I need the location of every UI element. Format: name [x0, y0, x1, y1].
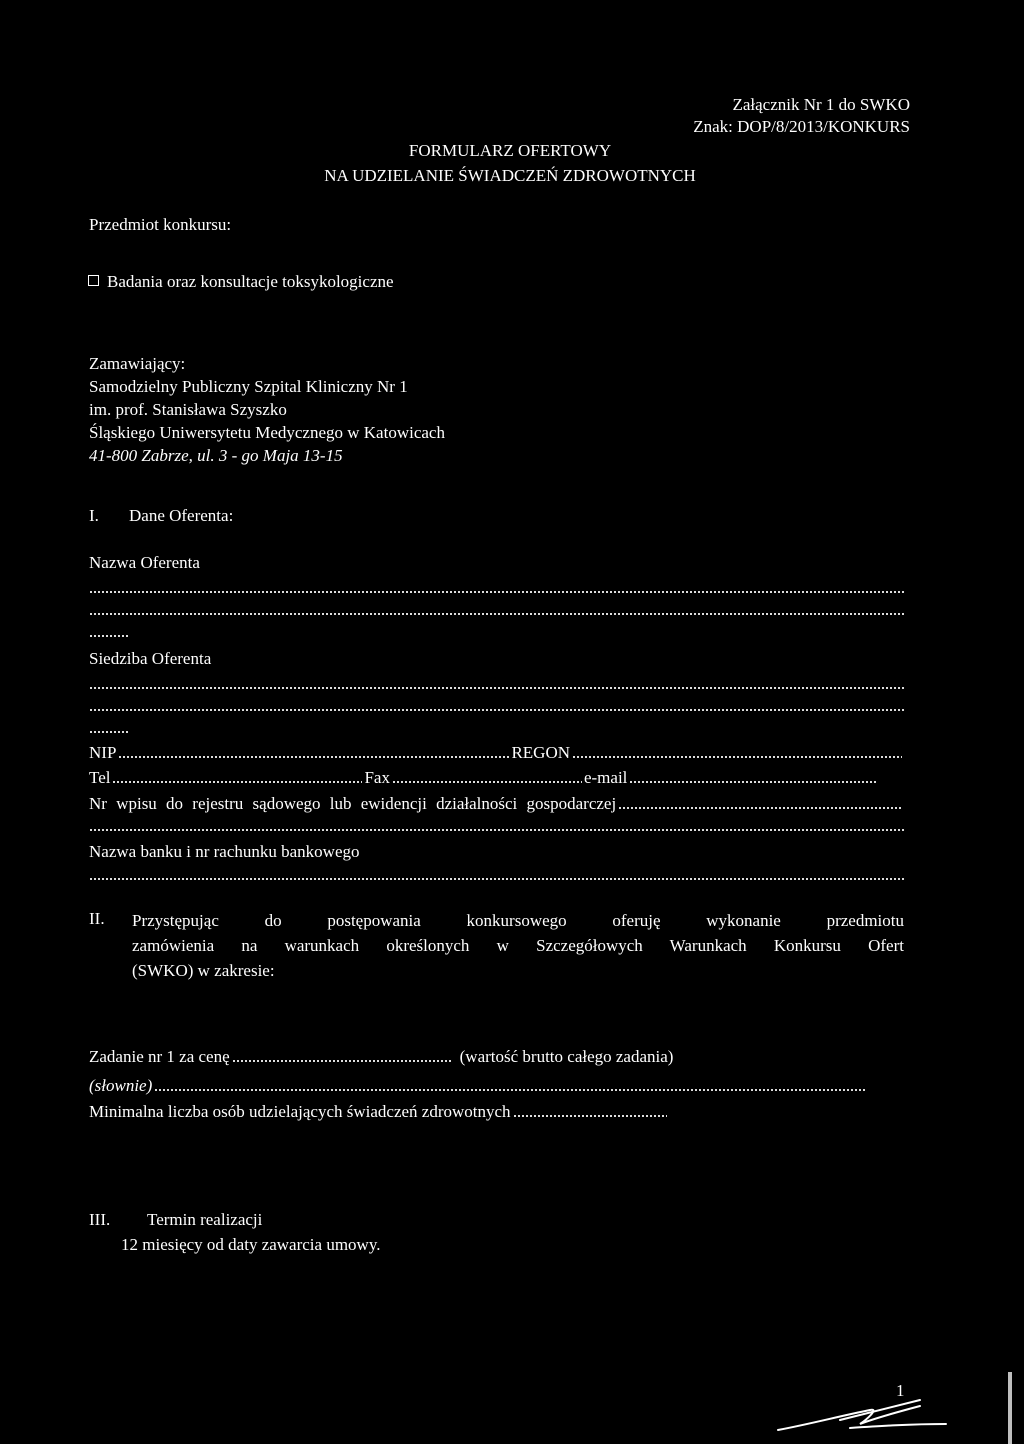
- subject-option[interactable]: [88, 271, 394, 292]
- subject-checkbox[interactable]: [88, 275, 99, 286]
- section-1-heading: [89, 505, 233, 526]
- section-3-title: Termin realizacji: [147, 1210, 263, 1229]
- min-persons-field[interactable]: [513, 1114, 667, 1118]
- register-label: Nr wpisu do rejestru sądowego lub ewidencji działalności gospodarczej: [89, 794, 617, 813]
- offeror-seat-field-line2[interactable]: [89, 708, 904, 712]
- subject-label: Przedmiot konkursu:: [89, 215, 232, 234]
- form-title-line2: NA UDZIELANIE ŚWIADCZEŃ ZDROWOTNYCH: [324, 166, 696, 185]
- email-field[interactable]: [629, 780, 877, 784]
- section-1-number: I.: [89, 506, 99, 525]
- scan-edge-mark: [1008, 1372, 1012, 1444]
- regon-field[interactable]: [572, 755, 902, 759]
- contact-row: [89, 767, 879, 788]
- section-3-detail: 12 miesięcy od daty zawarcia umowy.: [121, 1235, 381, 1255]
- offeror-seat-label: Siedziba Oferenta: [89, 649, 212, 668]
- signature-initials: [770, 1380, 950, 1440]
- form-title: [250, 138, 770, 188]
- price-words-row: [89, 1075, 869, 1096]
- orderer-block: [89, 352, 445, 467]
- section-2-text-line1: Przystępując do postępowania konkursowego oferuję wykonanie przedmiotu: [132, 911, 904, 930]
- task-price-suffix: (wartość brutto całego zadania): [459, 1047, 674, 1066]
- tel-label: Tel: [89, 768, 111, 787]
- section-1-title: Dane Oferenta:: [129, 506, 234, 525]
- fax-field[interactable]: [392, 780, 582, 784]
- orderer-name-line2: im. prof. Stanisława Szyszko: [89, 400, 287, 419]
- task-price-field[interactable]: [232, 1059, 452, 1063]
- email-label: e-mail: [583, 768, 628, 787]
- offeror-seat-field-line3[interactable]: [89, 730, 129, 734]
- fax-label: Fax: [364, 768, 390, 787]
- section-3-number: III.: [89, 1210, 111, 1229]
- regon-label: REGON: [511, 743, 570, 762]
- section-2-number: II.: [89, 909, 105, 928]
- offeror-name-field-line2[interactable]: [89, 612, 904, 616]
- register-field-line1[interactable]: [618, 806, 902, 810]
- price-words-field[interactable]: [154, 1088, 867, 1092]
- bank-label: Nazwa banku i nr rachunku bankowego: [89, 842, 360, 861]
- min-persons-label: Minimalna liczba osób udzielających świadczeń zdrowotnych: [89, 1102, 511, 1121]
- tel-field[interactable]: [112, 780, 362, 784]
- document-header: [600, 94, 910, 138]
- section-2-text-line3: (SWKO) w zakresie:: [132, 961, 275, 980]
- section-2-text-line2: zamówienia na warunkach określonych w Szczegółowych Warunkach Konkursu Ofert: [132, 936, 904, 955]
- offeror-name-label: Nazwa Oferenta: [89, 553, 200, 572]
- register-field-line2[interactable]: [89, 828, 904, 832]
- form-title-line1: FORMULARZ OFERTOWY: [408, 141, 612, 160]
- section-3: [89, 1209, 380, 1256]
- nip-regon-row: [89, 742, 904, 763]
- bank-field[interactable]: [89, 877, 904, 881]
- orderer-label: Zamawiający:: [89, 354, 186, 373]
- nip-label: NIP: [89, 743, 117, 762]
- attachment-label: Załącznik Nr 1 do SWKO: [732, 95, 910, 114]
- offeror-name-field-line1[interactable]: [89, 590, 904, 594]
- page-number: 1: [896, 1381, 905, 1400]
- offeror-seat-field-line1[interactable]: [89, 686, 904, 690]
- orderer-name-line1: Samodzielny Publiczny Szpital Kliniczny Nr 1: [89, 377, 408, 396]
- nip-field[interactable]: [118, 755, 509, 759]
- orderer-name-line3: Śląskiego Uniwersytetu Medycznego w Katowicach: [89, 423, 445, 442]
- price-words-label: (słownie): [89, 1076, 153, 1095]
- subject-option-label: Badania oraz konsultacje toksykologiczne: [107, 272, 394, 291]
- task-price-row: [89, 1046, 769, 1067]
- document-sign: Znak: DOP/8/2013/KONKURS: [693, 117, 910, 136]
- min-persons-row: [89, 1101, 669, 1122]
- section-2: [89, 908, 904, 983]
- task-price-label: Zadanie nr 1 za cenę: [89, 1047, 230, 1066]
- register-row: [89, 793, 904, 814]
- orderer-address: 41-800 Zabrze, ul. 3 - go Maja 13-15: [89, 446, 343, 465]
- offeror-name-field-line3[interactable]: [89, 634, 129, 638]
